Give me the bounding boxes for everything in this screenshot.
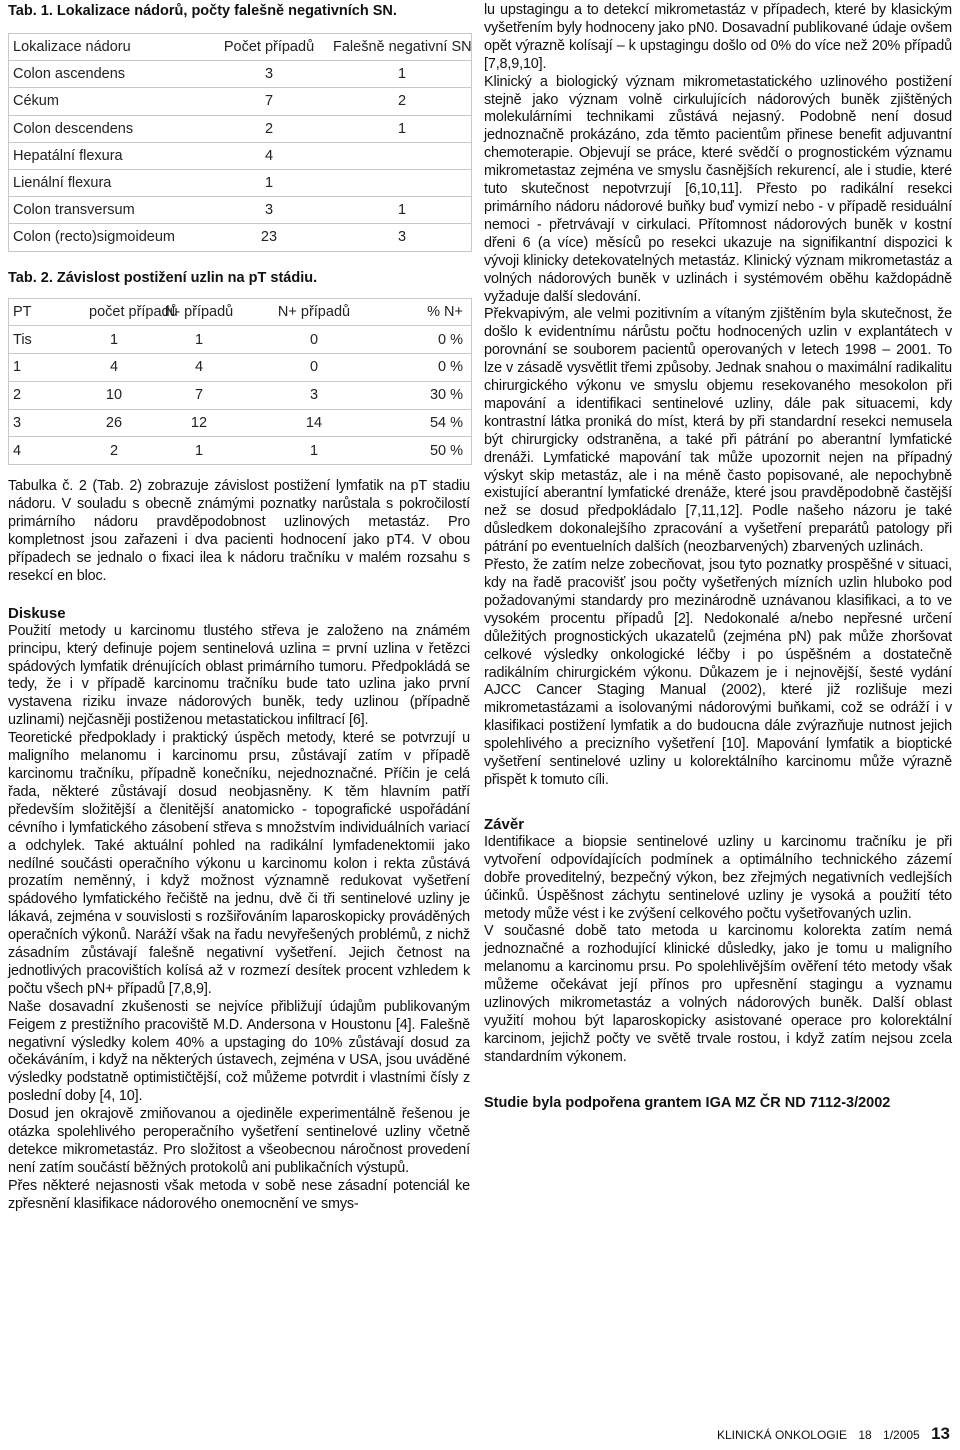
- table-cell: 0 %: [438, 331, 463, 348]
- table-header-cell: Lokalizace nádoru: [13, 39, 131, 56]
- table-cell: 0: [309, 359, 319, 376]
- table-cell: 1: [397, 120, 407, 137]
- table-header-cell: PT: [13, 303, 32, 320]
- table-cell: 1: [397, 66, 407, 83]
- table-cell: 4: [109, 359, 119, 376]
- page-number: 13: [931, 1424, 950, 1443]
- table-cell: 2: [13, 387, 22, 404]
- table2-caption: Tab. 2. Závislost postižení uzlin na pT stádiu.: [8, 269, 318, 286]
- journal-issue: 1/2005: [883, 1428, 920, 1442]
- table-row: [9, 61, 471, 88]
- table-row: [9, 116, 471, 143]
- zaver-heading: Závěr: [484, 815, 525, 833]
- body-paragraph: Použití metody u karcinomu tlustého střeva je založeno na známém principu, který definuje pojem sentinelová uzlina = první uzlina v řetězci spádových lymfatik drénujících oblast primárního tumoru. Předpokládá se tedy, že i v případě karcinomu tračníku bude tato uzlina jako první vystavena riziku invaze nádorových buněk, tedy uzlinou (případně uzlinami) nejčasněji postiženou metastatickou infiltrací [6].: [8, 622, 470, 729]
- table-cell: 30 %: [429, 387, 463, 404]
- body-paragraph: Přes některé nejasnosti však metoda v sobě nese zásadní potenciál ke zpřesnění klasifikace nádorového onemocnění ve smys-: [8, 1177, 470, 1212]
- table-cell: 3: [397, 229, 407, 246]
- body-paragraph: Teoretické předpoklady i praktický úspěch metody, které se potvrzují u maligního melanomu i karcinomu prsu, zůstávají zatím v případě karcinomu tračníku, případně konečníku, nejednoznačné. Příčin je celá řada, některé zůstávají dosud neobjasněny. K těm hlavním patří především složitější a členitější anatomicko - topografické uspořádání cévního i lymfatického zásobení střeva s množstvím individuálních variací a odchylek. Také aktuální pohled na radikální lymfadenektomii jako nedílné součásti operačního výkonu u karcinomu kolon i rekta zůstává prozatím neměnný, i když možnost významně redukovat vyšetření spádového lymfatického řečiště na jednu, dvě či tři sentinelové uzliny je lákavá, zejména v souvislosti s rozšiřováním laparoskopicky prováděných operačních výkonů. Naráží však na řadu nevyřešených problémů, z nichž zásadním zůstávají falešně negativní vyšetření. Jejich četnost na jednotlivých pracovištích kolísá až v rozmezí desítek procent vzhledem k počtu všech pN+ případů [7,8,9].: [8, 730, 470, 997]
- table-row: [9, 382, 471, 410]
- table-cell: Cékum: [13, 93, 59, 110]
- table-cell: Colon descendens: [13, 120, 134, 137]
- table-cell: 3: [309, 387, 319, 404]
- journal-volume: 18: [858, 1428, 872, 1442]
- table-cell: 23: [260, 229, 278, 246]
- table-header-cell: N- případů: [164, 303, 234, 320]
- funding-note: Studie byla podpořena grantem IGA MZ ČR ND 7112-3/2002: [484, 1094, 891, 1111]
- table-cell: 3: [264, 202, 274, 219]
- diskuse-heading: Diskuse: [8, 604, 66, 622]
- zaver-body: [484, 834, 952, 1067]
- table-cell: 50 %: [429, 442, 463, 459]
- table-header-cell: N+ případů: [277, 303, 351, 320]
- body-paragraph: Naše dosavadní zkušenosti se nejvíce přibližují údajům publikovaným Feigem z prestižního pracoviště M.D. Andersona v Houstonu [4]. Falešně negativní výsledky kolem 40% a upstaging do 10% zůstávají dosud za očekáváním, i když na některých ústavech, zejména v USA, jsou uváděné výsledky podstatně optimističtější, což můžeme potvrdit i vlastními čísly z poslední doby [4, 10].: [8, 998, 470, 1105]
- table-cell: Tis: [13, 331, 32, 348]
- diskuse-body: [8, 623, 470, 1214]
- table-cell: 54 %: [429, 415, 463, 432]
- table-cell: 1: [264, 175, 274, 192]
- table-cell: 0: [309, 331, 319, 348]
- table-header-cell: počet případů: [89, 303, 178, 320]
- table-row: [9, 224, 471, 251]
- body-paragraph: Klinický a biologický význam mikrometastatického uzlinového postižení stejně jako význam volně cirkulujících nádorových buněk zjištěných molekulárními technikami zůstává nejasný. Podobně není dosud jednoznačně prokázáno, zda těmto pacientům přinese benefit adjuvantní chemoterapie. Objevují se práce, které svědčí o prognostickém významu mikrometastaz zejména ve smyslu časnějších rekurencí, ale i studie, které tuto skutečnost nepotvrzují [6,10,11]. Přesto po radikální resekci primárního nádoru nádorové buňky buď vymizí nebo - v případě residuální nemoci - přetrvávají v cirkulaci. Přítomnost nádorových buněk v kostní dřeni 6 (a více) měsíců po resekci ukazuje na signifikantní dispozici k vývoji klinicky detekovatelných metastáz. Klinický význam mikrometastáz a volných nádorových buněk v uzlinách i systémovém oběhu každopádně vyžaduje další sledování.: [484, 73, 952, 305]
- table-cell: 12: [190, 415, 208, 432]
- table-cell: 3: [13, 415, 22, 432]
- table-row: [9, 437, 471, 465]
- body-paragraph: Dosud jen okrajově zmiňovanou a ojediněle experimentálně řešenou je otázka spolehlivého peroperačního vyšetření sentinelové uzliny včetně detekce mikrometastáz. Pro složitost a všeobecnou náročnost provedení není zatím součástí běžných protokolů ani publikačních výstupů.: [8, 1106, 470, 1176]
- table1: [8, 33, 472, 252]
- table-cell: 2: [109, 442, 119, 459]
- table-cell: 1: [397, 202, 407, 219]
- table-cell: 0 %: [438, 359, 463, 376]
- table-cell: 1: [309, 442, 319, 459]
- table-cell: Colon ascendens: [13, 66, 126, 83]
- table-row: [9, 410, 471, 438]
- table-cell: 1: [109, 331, 119, 348]
- table-cell: 7: [264, 93, 274, 110]
- table-cell: 4: [13, 442, 22, 459]
- table-cell: 4: [194, 359, 204, 376]
- table-cell: 26: [105, 415, 123, 432]
- journal-name: KLINICKÁ ONKOLOGIE: [716, 1428, 847, 1442]
- table-cell: 7: [194, 387, 204, 404]
- right-body: [484, 2, 952, 790]
- table-cell: Colon (recto)sigmoideum: [13, 229, 175, 246]
- left-column: [8, 2, 470, 1214]
- page-footer: [650, 1424, 950, 1444]
- table-cell: Colon transversum: [13, 202, 135, 219]
- table-cell: Lienální flexura: [13, 175, 112, 192]
- body-paragraph: Překvapivým, ale velmi pozitivním a vítaným zjištěním byla skutečnost, že došlo k evidentnímu nárůstu počtu hodnocených uzlin v explantátech v porovnání se souborem pacientů operovaných v letech 1998 – 2001. To lze v zásadě vysvětlit třemi způsoby. Jednak snahou o maximální radikalitu chirurgického výkonu ve smyslu objemu resekovaného mesokolon při mapování a identifikaci sentinelové uzliny, dále pak situacemi, kdy kontrastní látka proniká do míst, která by při standardní resekci nemusela být chirurgicky odstraněna, a také při pátrání po aberantní lymfatické drenáži. Lymfatické mapování tak může upozornit nejen na případný výskyt skip metastáz, ale i na méně často popisované, ale nepochybně existující aberantní lymfatické drenáže, které jsou pravděpodobně častější než se dosud předpokládalo [7,11,12]. Podle našeho názoru je také důsledkem dokonalejšího zpracování a vyšetření preparátů patology při pátrání po eventuelních dalších (neozbarvených) zbarvených uzlinách.: [484, 306, 952, 556]
- table-row: [9, 326, 471, 354]
- table-header-cell: Počet případů: [223, 39, 315, 56]
- table-row: [9, 143, 471, 170]
- body-paragraph: Přesto, že zatím nelze zobecňovat, jsou tyto poznatky prospěšné v situaci, kdy na řadě pracovišť jsou počty vyšetřených mízních uzlin hluboko pod požadovanými standardy pro mezinárodně uznávanou klasifikaci, a to ve vysokém procentu případů [2]. Nedokonalé a/nebo nepřesné určení důležitých prognostických ukazatelů (zejména pN) pak může zhoršovat celkové výsledky onkologické léčby i po úspěšném a dostatečně radikálním chirurgickém výkonu. Důkazem je i nejnovější, šesté vydání AJCC Cancer Staging Manual (2002), které již rozlišuje mezi mikrometastázami a isolovanými nádorovými buňkami, což se odráží i v klasifikaci postižení lymfatik a do budoucna dále zvýrazňuje nutnost jejich spolehlivého a precizního vyšetření [10]. Mapování lymfatik a bioptické vyšetření sentinelové uzliny u kolorektálního karcinomu může výrazně přispět k tomuto cíli.: [484, 557, 952, 788]
- table1-caption: Tab. 1. Lokalizace nádorů, počty falešně negativních SN.: [8, 3, 397, 19]
- table-row: [9, 197, 471, 224]
- right-column: [484, 2, 952, 1111]
- table-row: [9, 354, 471, 382]
- table2: [8, 298, 472, 466]
- table-cell: 14: [305, 415, 323, 432]
- table-cell: 1: [194, 331, 204, 348]
- table-header-row: [9, 299, 471, 327]
- table-cell: 1: [194, 442, 204, 459]
- table-header-row: [9, 34, 471, 61]
- table-cell: 10: [105, 387, 123, 404]
- table-cell: 1: [13, 359, 22, 376]
- table-header-cell: Falešně negativní SN: [333, 39, 472, 56]
- table-cell: 2: [264, 120, 274, 137]
- table-cell: 2: [397, 93, 407, 110]
- table-cell: 4: [264, 147, 274, 164]
- body-paragraph: V současné době tato metoda u karcinomu kolorekta zatím nemá jednoznačné a rozhodující klinické důsledky, jako je tomu u maligního melanomu a karcinomu prsu. Po spolehlivějším ověření této metody však můžeme očekávat její přínos pro upřesnění stagingu a vyznamu uzlinových mikrometastáz a volných nádorových buněk. Další oblast využití mohou být laparoskopicky asistované operace pro kolorektální karcinom, jejichž počty ve světě trvale rostou, i když zatím nejsou zcela standardním výkonem.: [484, 923, 952, 1065]
- table-row: [9, 88, 471, 115]
- table-cell: Hepatální flexura: [13, 147, 123, 164]
- table-header-cell: % N+: [427, 303, 463, 320]
- table-cell: 3: [264, 66, 274, 83]
- table-row: [9, 170, 471, 197]
- body-paragraph: Identifikace a biopsie sentinelové uzliny u karcinomu tračníku je při vytvoření odpovídajících podmínek a optimálního technického zázemí dobře proveditelný, bezpečný výkon, bez zřejmých negativních vedlejších účinků. Úspěšnost záchytu sentinelové uzliny je vysoká a použití této metody může vést i ke zvýšení celkového počtu vyšetřovaných uzlin.: [484, 833, 952, 922]
- intro-paragraph: Tabulka č. 2 (Tab. 2) zobrazuje závislost postižení lymfatik na pT stadiu nádoru. V souladu s obecně známými poznatky narůstala s pokročilostí primárního nádoru pravděpodobnost uzlinových metastáz. Pro kompletnost jsou zařazeni i dva pacienti hodnocení jako pT4. V obou případech se jednalo o fixaci ilea k nádoru tračníku v malém rozsahu s resekcí en bloc.: [8, 478, 470, 584]
- body-paragraph: lu upstagingu a to detekcí mikrometastáz v případech, které by klasickým vyšetřením byly hodnoceny jako pN0. Dosavadní publikované údaje ovšem opět výrazně kolísají – k upstagingu došlo od 0% do více než 20% případů [7,8,9,10].: [484, 2, 953, 72]
